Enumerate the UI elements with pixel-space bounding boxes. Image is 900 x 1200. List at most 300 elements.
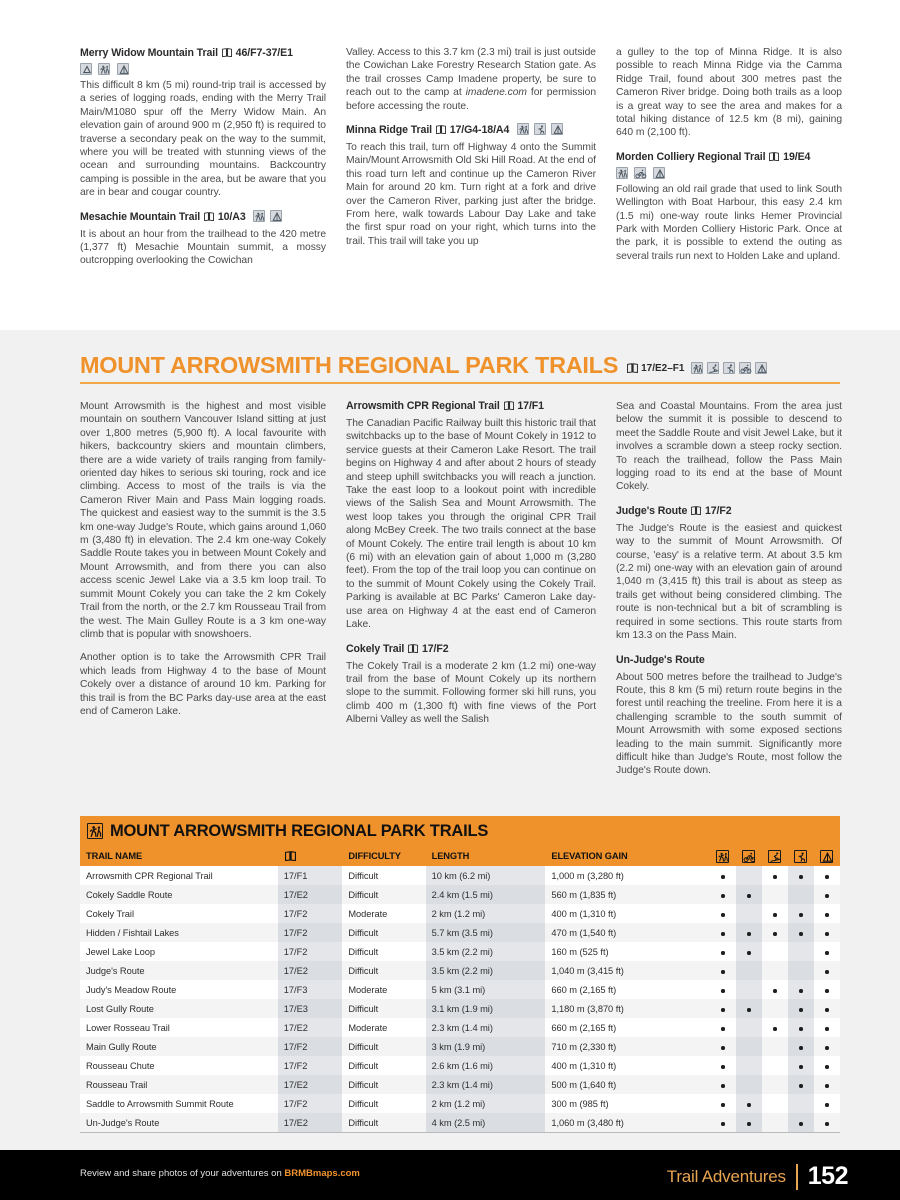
cell-activity-snowshoe bbox=[762, 904, 788, 923]
cell-trail-name: Main Gully Route bbox=[80, 1037, 278, 1056]
cell-map-reference: 17/F2 bbox=[278, 942, 343, 961]
table-body bbox=[80, 866, 840, 1132]
cell-activity-camping bbox=[814, 942, 840, 961]
cell-difficulty: Difficult bbox=[342, 923, 425, 942]
hiking-icon bbox=[616, 167, 628, 179]
trail-description: It is about an hour from the trailhead to the 420 metre (1,377 ft) Mesachie Mountain summit, a mossy outcropping overlooking the Cowichan bbox=[80, 228, 326, 267]
table-title: MOUNT ARROWSMITH REGIONAL PARK TRAILS bbox=[110, 822, 489, 840]
cell-activity-hiking bbox=[710, 999, 736, 1018]
cell-activity-running bbox=[788, 980, 814, 999]
activity-dot bbox=[799, 1084, 803, 1088]
cell-trail-name: Jewel Lake Loop bbox=[80, 942, 278, 961]
top-article-columns bbox=[80, 46, 840, 268]
camping-icon bbox=[551, 123, 563, 135]
footer-divider bbox=[796, 1164, 798, 1190]
cell-difficulty: Difficult bbox=[342, 1113, 425, 1132]
trail-heading-mesachie bbox=[80, 210, 326, 225]
cell-activity-camping bbox=[814, 866, 840, 885]
activity-dot bbox=[825, 932, 829, 936]
table-row bbox=[80, 885, 840, 904]
cell-elevation-gain: 710 m (2,330 ft) bbox=[545, 1037, 709, 1056]
cell-activity-biking bbox=[736, 1018, 762, 1037]
activity-dot bbox=[747, 1008, 751, 1012]
map-book-icon bbox=[769, 152, 779, 161]
cell-activity-hiking bbox=[710, 923, 736, 942]
table-row bbox=[80, 904, 840, 923]
cell-activity-running bbox=[788, 1056, 814, 1075]
cell-length: 2 km (1.2 mi) bbox=[426, 1094, 546, 1113]
camping-icon bbox=[820, 850, 833, 863]
cell-map-reference: 17/E2 bbox=[278, 1018, 343, 1037]
cell-difficulty: Moderate bbox=[342, 904, 425, 923]
activity-dot bbox=[721, 1065, 725, 1069]
cell-activity-running bbox=[788, 866, 814, 885]
trail-heading-text: Mesachie Mountain Trail bbox=[80, 210, 201, 223]
section-map-reference: 17/E2–F1 bbox=[641, 362, 685, 374]
cell-activity-running bbox=[788, 1018, 814, 1037]
cell-activity-biking bbox=[736, 999, 762, 1018]
cell-length: 3.1 km (1.9 mi) bbox=[426, 999, 546, 1018]
footer-link[interactable]: BRMBmaps.com bbox=[284, 1168, 360, 1179]
main-column-2 bbox=[346, 400, 596, 778]
table-row bbox=[80, 1018, 840, 1037]
activity-dot bbox=[721, 970, 725, 974]
trail-heading-text: Arrowsmith CPR Regional Trail bbox=[346, 400, 500, 412]
cell-map-reference: 17/E2 bbox=[278, 885, 343, 904]
header-icon-snowshoe bbox=[762, 846, 788, 866]
trail-heading-minna-ridge bbox=[346, 123, 596, 138]
cell-map-reference: 17/E2 bbox=[278, 1075, 343, 1094]
activity-dot bbox=[721, 1103, 725, 1107]
cell-activity-running bbox=[788, 904, 814, 923]
cell-trail-name: Judy's Meadow Route bbox=[80, 980, 278, 999]
cell-map-reference: 17/E2 bbox=[278, 1113, 343, 1132]
header-elevation-gain: ELEVATION GAIN bbox=[545, 846, 709, 866]
activity-dot bbox=[773, 913, 777, 917]
activity-dot bbox=[747, 932, 751, 936]
cell-map-reference: 17/F2 bbox=[278, 923, 343, 942]
header-icon-running bbox=[788, 846, 814, 866]
cell-activity-camping bbox=[814, 1113, 840, 1132]
summit-icon bbox=[80, 63, 92, 75]
activity-dot bbox=[825, 913, 829, 917]
cell-activity-camping bbox=[814, 885, 840, 904]
cell-activity-snowshoe bbox=[762, 999, 788, 1018]
trail-heading-arrowsmith-cpr bbox=[346, 399, 596, 414]
cell-trail-name: Lower Rosseau Trail bbox=[80, 1018, 278, 1037]
cell-activity-biking bbox=[736, 961, 762, 980]
cell-elevation-gain: 1,040 m (3,415 ft) bbox=[545, 961, 709, 980]
cell-map-reference: 17/F3 bbox=[278, 980, 343, 999]
trail-heading-morden-colliery bbox=[616, 150, 842, 165]
trail-description: To reach this trail, turn off Highway 4 onto the Summit Main/Mount Arrowsmith Old Ski Hill Road. At the end of this road turn left and continue up the Cameron River Main for around 20 km. Turn right at a fork and drive over the Cameron River, parking just after the bridge. From here, walk towards Labour Day Lake and take the first spur road on your right, which turns into the trail. This trail will take you up bbox=[346, 142, 596, 247]
main-article-columns bbox=[80, 400, 840, 778]
activity-dot bbox=[799, 1065, 803, 1069]
cell-trail-name: Rousseau Chute bbox=[80, 1056, 278, 1075]
footer-note-text: Review and share photos of your adventures on bbox=[80, 1168, 285, 1179]
activity-dot bbox=[721, 1084, 725, 1088]
continuation-paragraph: Sea and Coastal Mountains. From the area just below the summit it is possible to descend to meet the Saddle Route and visit Jewel Lake, but it involves a scramble down a steep rocky section. To reach the trailhead, follow the Pass Main logging road to its end at the base of Mount Cokely. bbox=[616, 401, 842, 493]
map-book-icon bbox=[408, 644, 418, 653]
map-book-icon bbox=[222, 48, 232, 57]
cell-map-reference: 17/E2 bbox=[278, 961, 343, 980]
page-number: 152 bbox=[807, 1162, 848, 1190]
activity-dot bbox=[721, 913, 725, 917]
biking-icon bbox=[742, 850, 755, 863]
table-row bbox=[80, 1113, 840, 1132]
trail-heading-merry-widow bbox=[80, 46, 326, 61]
cell-trail-name: Un-Judge's Route bbox=[80, 1113, 278, 1132]
activity-dot bbox=[799, 1122, 803, 1126]
table-row bbox=[80, 961, 840, 980]
cell-trail-name: Lost Gully Route bbox=[80, 999, 278, 1018]
cell-activity-running bbox=[788, 1113, 814, 1132]
cell-activity-camping bbox=[814, 1037, 840, 1056]
snowshoe-icon bbox=[768, 850, 781, 863]
cell-activity-running bbox=[788, 1075, 814, 1094]
main-column-3 bbox=[616, 400, 842, 778]
top-column-1 bbox=[80, 46, 326, 268]
camping-icon bbox=[270, 210, 282, 222]
cell-activity-camping bbox=[814, 923, 840, 942]
activity-dot bbox=[721, 1122, 725, 1126]
activity-icon-row bbox=[80, 62, 326, 76]
header-icon-hiking bbox=[710, 846, 736, 866]
trail-map-reference: 17/F1 bbox=[517, 400, 544, 412]
snowshoe-icon bbox=[707, 362, 719, 374]
cell-activity-hiking bbox=[710, 1018, 736, 1037]
cell-trail-name: Judge's Route bbox=[80, 961, 278, 980]
cell-activity-hiking bbox=[710, 1113, 736, 1132]
camping-icon bbox=[755, 362, 767, 374]
map-book-icon bbox=[504, 401, 514, 410]
cell-activity-hiking bbox=[710, 961, 736, 980]
activity-dot bbox=[721, 1046, 725, 1050]
section-title: MOUNT ARROWSMITH REGIONAL PARK TRAILS bbox=[80, 352, 619, 378]
activity-dot bbox=[825, 1065, 829, 1069]
cell-elevation-gain: 660 m (2,165 ft) bbox=[545, 980, 709, 999]
cell-elevation-gain: 400 m (1,310 ft) bbox=[545, 1056, 709, 1075]
cell-activity-hiking bbox=[710, 866, 736, 885]
footer-note bbox=[80, 1168, 360, 1179]
trail-heading-text: Judge's Route bbox=[616, 504, 688, 517]
table-row bbox=[80, 1056, 840, 1075]
table-header-row bbox=[80, 846, 840, 866]
activity-dot bbox=[721, 1008, 725, 1012]
trail-heading-un-judges-route bbox=[616, 653, 842, 668]
trail-heading-text: Un-Judge's Route bbox=[616, 653, 705, 666]
cell-elevation-gain: 500 m (1,640 ft) bbox=[545, 1075, 709, 1094]
cell-activity-snowshoe bbox=[762, 980, 788, 999]
activity-dot bbox=[825, 1122, 829, 1126]
cell-activity-snowshoe bbox=[762, 1037, 788, 1056]
intro-paragraph-2: Another option is to take the Arrowsmith CPR Trail which leads from Highway 4 to the base of Mount Cokely over a distance of around 10 km. Parking for this trail is from the BC Parks day-use area at the east end of Cameron Lake. bbox=[80, 652, 326, 717]
activity-dot bbox=[721, 989, 725, 993]
cell-map-reference: 17/F2 bbox=[278, 904, 343, 923]
cell-activity-snowshoe bbox=[762, 942, 788, 961]
trail-map-reference: 17/G4-18/A4 bbox=[449, 124, 510, 137]
table-row bbox=[80, 980, 840, 999]
cell-difficulty: Difficult bbox=[342, 1094, 425, 1113]
section-rule bbox=[80, 382, 840, 384]
cell-activity-biking bbox=[736, 885, 762, 904]
cell-activity-camping bbox=[814, 1018, 840, 1037]
cell-activity-hiking bbox=[710, 904, 736, 923]
running-icon bbox=[723, 362, 735, 374]
hiking-icon bbox=[253, 210, 265, 222]
cell-length: 2.3 km (1.4 mi) bbox=[426, 1018, 546, 1037]
top-column-3 bbox=[616, 46, 842, 268]
hiking-icon bbox=[691, 362, 703, 374]
cell-activity-camping bbox=[814, 1056, 840, 1075]
activity-dot bbox=[825, 970, 829, 974]
cell-difficulty: Difficult bbox=[342, 942, 425, 961]
cell-activity-running bbox=[788, 999, 814, 1018]
cell-activity-hiking bbox=[710, 885, 736, 904]
cell-activity-camping bbox=[814, 904, 840, 923]
cell-activity-biking bbox=[736, 1056, 762, 1075]
intro-paragraph-1: Mount Arrowsmith is the highest and most visible mountain on southern Vancouver Island sitting at just over 1,800 metres (5,900 ft). A local favourite with hikers, backcountry skiers and mountain climbers, there are a wide variety of trails ranging from family-oriented day hikes to serious ski touring, rock and ice climbing. Access to most of the trails is via the Cameron River Main and Pass Main logging roads. The quickest and easiest way to the summit is the 3.5 km one-way Judge's Route, which gains around 1,060 m (3,480 ft) in elevation. The 2.4 km one-way Cokely Saddle Route takes you in between Mount Cokely and Mount Arrowsmith, and from there you can also access scenic Jewel Lake via a 3.5 km loop trail. To summit Mount Cokely you can take the 2 km Cokely Trail from the north, or the 2.7 km Rousseau Trail from the west. The Main Gulley Route is a 3 km one-way climb that is popular with snowshoers. bbox=[80, 401, 326, 640]
table-banner bbox=[80, 816, 840, 846]
hiking-icon bbox=[98, 63, 110, 75]
map-book-icon bbox=[436, 125, 446, 134]
activity-dot bbox=[773, 989, 777, 993]
biking-icon bbox=[739, 362, 751, 374]
cell-activity-snowshoe bbox=[762, 923, 788, 942]
cell-map-reference: 17/F1 bbox=[278, 866, 343, 885]
cell-activity-snowshoe bbox=[762, 885, 788, 904]
activity-dot bbox=[825, 1008, 829, 1012]
page-footer bbox=[0, 1150, 900, 1200]
activity-dot bbox=[825, 951, 829, 955]
cell-activity-snowshoe bbox=[762, 961, 788, 980]
header-length: LENGTH bbox=[426, 846, 546, 866]
activity-dot bbox=[799, 875, 803, 879]
cell-difficulty: Difficult bbox=[342, 885, 425, 904]
activity-dot bbox=[721, 1027, 725, 1031]
cell-activity-camping bbox=[814, 1094, 840, 1113]
activity-dot bbox=[799, 1046, 803, 1050]
cell-elevation-gain: 1,060 m (3,480 ft) bbox=[545, 1113, 709, 1132]
trail-description: The Canadian Pacific Railway built this historic trail that switchbacks up to the base of Mount Cokely in 1912 to service guests at their Cameron Lake Resort. The trail begins on Highway 4 and after about 2 hours of steady and steep uphill switchbacks you will reach a junction. Take the east loop to a lookout point with incredible views of the Salish Sea and Mount Arrowsmith. The west loop takes you through the original CPR Trail along McBey Creek. The two trails connect at the base of Mount Cokely. The entire trail length is about 10 km (6 mi) with an elevation gain of about 1,000 m (3,280 feet). From the top of the trail loop you can continue on to the summit of Mount Cokely using the Cokely Trail. Parking is available at BC Parks' Cameron Lake day-use area on Highway 4 at the east end of Cameron Lake. bbox=[346, 418, 596, 631]
trail-map-reference: 19/E4 bbox=[783, 150, 811, 163]
top-column-2 bbox=[346, 46, 596, 268]
table-row bbox=[80, 1075, 840, 1094]
cell-length: 5.7 km (3.5 mi) bbox=[426, 923, 546, 942]
activity-dot bbox=[721, 894, 725, 898]
cell-difficulty: Moderate bbox=[342, 980, 425, 999]
cell-elevation-gain: 1,000 m (3,280 ft) bbox=[545, 866, 709, 885]
cell-activity-camping bbox=[814, 999, 840, 1018]
table-row bbox=[80, 923, 840, 942]
cell-difficulty: Difficult bbox=[342, 999, 425, 1018]
cell-activity-biking bbox=[736, 1075, 762, 1094]
header-trail-name: TRAIL NAME bbox=[80, 846, 278, 866]
cell-activity-biking bbox=[736, 904, 762, 923]
cell-difficulty: Difficult bbox=[342, 1056, 425, 1075]
trail-description: The Judge's Route is the easiest and quickest way to the summit of Mount Arrowsmith. Of course, 'easy' is a relative term. At about 3.5 km (2.2 mi) one-way with an elevation gain of around 1,040 m (3,415 ft) this trail is about as steep as trails get without being considered climbing. The route is non-technical but a bit of scrambling is required in some sections. This route starts from km 13.3 on the Pass Main. bbox=[616, 522, 842, 642]
cell-elevation-gain: 300 m (985 ft) bbox=[545, 1094, 709, 1113]
activity-dot bbox=[799, 1027, 803, 1031]
activity-dot bbox=[825, 1103, 829, 1107]
cell-elevation-gain: 660 m (2,165 ft) bbox=[545, 1018, 709, 1037]
cell-activity-running bbox=[788, 961, 814, 980]
cell-map-reference: 17/E3 bbox=[278, 999, 343, 1018]
trail-heading-text: Merry Widow Mountain Trail bbox=[80, 47, 218, 59]
activity-dot bbox=[825, 875, 829, 879]
activity-dot bbox=[747, 894, 751, 898]
cell-activity-snowshoe bbox=[762, 1018, 788, 1037]
cell-difficulty: Moderate bbox=[342, 1018, 425, 1037]
cell-activity-snowshoe bbox=[762, 1113, 788, 1132]
trail-description: About 500 metres before the trailhead to Judge's Route, this 8 km (5 mi) return route begins in the forest until reaching the treeline. From here it is a challenging scramble to the south summit of Mount Arrowsmith with some exposed sections leading to the main summit. Significantly more difficult hike than Judge's Route, most follow the Judge's Route down. bbox=[616, 671, 842, 777]
trail-description: Following an old rail grade that used to link South Wellington with Boat Harbour, this easy 2.4 km (1.5 mi) one-way route links Hemer Provincial Park with Morden Colliery Historic Park. Once at the park, it is possible to extend the outing as several trails run next to Holden Lake and upland. bbox=[616, 183, 842, 262]
activity-dot bbox=[799, 1008, 803, 1012]
activity-dot bbox=[773, 932, 777, 936]
cell-activity-snowshoe bbox=[762, 1056, 788, 1075]
cell-trail-name: Hidden / Fishtail Lakes bbox=[80, 923, 278, 942]
cell-activity-biking bbox=[736, 1037, 762, 1056]
cell-elevation-gain: 1,180 m (3,870 ft) bbox=[545, 999, 709, 1018]
table-row bbox=[80, 999, 840, 1018]
cell-activity-biking bbox=[736, 980, 762, 999]
trail-heading-text: Morden Colliery Regional Trail bbox=[616, 150, 766, 163]
cell-length: 10 km (6.2 mi) bbox=[426, 866, 546, 885]
trail-map-reference: 10/A3 bbox=[217, 210, 246, 223]
header-difficulty: DIFFICULTY bbox=[342, 846, 425, 866]
cell-map-reference: 17/F2 bbox=[278, 1056, 343, 1075]
cell-map-reference: 17/F2 bbox=[278, 1037, 343, 1056]
cell-activity-running bbox=[788, 885, 814, 904]
table-bottom-rule bbox=[80, 1132, 840, 1133]
cell-activity-biking bbox=[736, 1113, 762, 1132]
continuation-paragraph: a gulley to the top of Minna Ridge. It is also possible to reach Minna Ridge via the Camma Ridge Trail, found about 300 metres past the Cameron River bridge. Doing both trails as a loop is a great way to see the area and makes for a total hiking distance of 12.5 km (8 mi), gaining 640 m (2,100 ft). bbox=[616, 47, 842, 139]
trail-heading-judges-route bbox=[616, 504, 842, 519]
cell-length: 2.6 km (1.6 mi) bbox=[426, 1056, 546, 1075]
cell-activity-biking bbox=[736, 866, 762, 885]
cell-activity-camping bbox=[814, 980, 840, 999]
trail-map-reference: 17/F2 bbox=[704, 504, 732, 517]
map-book-icon bbox=[627, 363, 638, 373]
activity-dot bbox=[825, 1027, 829, 1031]
cell-activity-biking bbox=[736, 923, 762, 942]
activity-dot bbox=[825, 989, 829, 993]
cell-map-reference: 17/F2 bbox=[278, 1094, 343, 1113]
cell-trail-name: Saddle to Arrowsmith Summit Route bbox=[80, 1094, 278, 1113]
activity-dot bbox=[747, 1122, 751, 1126]
cell-activity-running bbox=[788, 923, 814, 942]
cell-activity-snowshoe bbox=[762, 1094, 788, 1113]
cell-activity-hiking bbox=[710, 1075, 736, 1094]
activity-icon-row bbox=[616, 166, 842, 180]
cell-length: 3.5 km (2.2 mi) bbox=[426, 961, 546, 980]
cell-elevation-gain: 560 m (1,835 ft) bbox=[545, 885, 709, 904]
cell-trail-name: Rousseau Trail bbox=[80, 1075, 278, 1094]
activity-dot bbox=[721, 875, 725, 879]
trail-summary-table bbox=[80, 816, 840, 1133]
activity-dot bbox=[825, 894, 829, 898]
trail-description: This difficult 8 km (5 mi) round-trip trail is accessed by a series of logging roads, ending with the Merry Trail Main/M1080 spur off the Merry Widow Main. An elevation gain of around 900 m (2,950 ft) is required to traverse a secondary peak on the way to the summit, where you will be treated with stunning views of the ocean and surrounding mountains. Backcountry camping is possible in the area, but be aware that you are in bear and cougar country. bbox=[80, 80, 326, 199]
cell-activity-snowshoe bbox=[762, 1075, 788, 1094]
cell-activity-hiking bbox=[710, 1056, 736, 1075]
table-row bbox=[80, 1094, 840, 1113]
cell-trail-name: Arrowsmith CPR Regional Trail bbox=[80, 866, 278, 885]
cell-elevation-gain: 400 m (1,310 ft) bbox=[545, 904, 709, 923]
continuation-paragraph: Valley. Access to this 3.7 km (2.3 mi) trail is just outside the Cowichan Lake Forestry Research Station gate. As the trail crosses Camp Imadene property, be sure to reach out to the camp at imadene.com for permission before accessing the route. bbox=[346, 47, 597, 112]
footer-book-label: Trail Adventures bbox=[666, 1166, 786, 1186]
table-row bbox=[80, 866, 840, 885]
hiking-icon bbox=[716, 850, 729, 863]
trail-map-reference: 46/F7-37/E1 bbox=[235, 47, 293, 59]
cell-activity-hiking bbox=[710, 942, 736, 961]
cell-difficulty: Difficult bbox=[342, 866, 425, 885]
cell-length: 2.3 km (1.4 mi) bbox=[426, 1075, 546, 1094]
map-book-icon bbox=[204, 212, 214, 221]
header-map-reference bbox=[278, 846, 343, 866]
main-column-1 bbox=[80, 400, 326, 778]
section-header bbox=[80, 352, 840, 384]
table bbox=[80, 846, 840, 1132]
cell-difficulty: Difficult bbox=[342, 961, 425, 980]
cell-activity-hiking bbox=[710, 1094, 736, 1113]
cell-activity-camping bbox=[814, 1075, 840, 1094]
trail-description: The Cokely Trail is a moderate 2 km (1.2 mi) one-way trail from the base of Mount Cokely up its northern slope to the summit. Following former ski hill runs, you climb 400 m (1,300 ft) with fine views of the Port Alberni Valley as well the Salish bbox=[346, 660, 596, 726]
biking-icon bbox=[634, 167, 646, 179]
cell-length: 5 km (3.1 mi) bbox=[426, 980, 546, 999]
activity-dot bbox=[773, 1027, 777, 1031]
running-icon bbox=[534, 123, 546, 135]
activity-dot bbox=[799, 913, 803, 917]
camping-icon bbox=[653, 167, 665, 179]
cell-activity-snowshoe bbox=[762, 866, 788, 885]
map-book-icon bbox=[285, 851, 295, 860]
cell-trail-name: Cokely Trail bbox=[80, 904, 278, 923]
trail-heading-cokely-trail bbox=[346, 642, 596, 657]
cell-activity-biking bbox=[736, 942, 762, 961]
hiking-icon bbox=[517, 123, 529, 135]
cell-elevation-gain: 470 m (1,540 ft) bbox=[545, 923, 709, 942]
activity-dot bbox=[773, 875, 777, 879]
activity-dot bbox=[721, 951, 725, 955]
trail-heading-text: Cokely Trail bbox=[346, 642, 405, 655]
cell-length: 2.4 km (1.5 mi) bbox=[426, 885, 546, 904]
cell-activity-hiking bbox=[710, 980, 736, 999]
cell-elevation-gain: 160 m (525 ft) bbox=[545, 942, 709, 961]
activity-dot bbox=[747, 951, 751, 955]
table-row bbox=[80, 942, 840, 961]
cell-activity-hiking bbox=[710, 1037, 736, 1056]
cell-length: 4 km (2.5 mi) bbox=[426, 1113, 546, 1132]
cell-length: 3.5 km (2.2 mi) bbox=[426, 942, 546, 961]
cell-length: 2 km (1.2 mi) bbox=[426, 904, 546, 923]
map-book-icon bbox=[691, 506, 701, 515]
cell-difficulty: Difficult bbox=[342, 1037, 425, 1056]
activity-dot bbox=[799, 932, 803, 936]
trail-map-reference: 17/F2 bbox=[421, 642, 449, 655]
cell-trail-name: Cokely Saddle Route bbox=[80, 885, 278, 904]
activity-dot bbox=[747, 1103, 751, 1107]
cell-length: 3 km (1.9 mi) bbox=[426, 1037, 546, 1056]
activity-dot bbox=[825, 1046, 829, 1050]
camping-icon bbox=[117, 63, 129, 75]
table-row bbox=[80, 1037, 840, 1056]
activity-dot bbox=[799, 989, 803, 993]
footer-page-marker bbox=[667, 1162, 848, 1191]
cell-activity-running bbox=[788, 1037, 814, 1056]
header-icon-camping bbox=[814, 846, 840, 866]
cell-activity-biking bbox=[736, 1094, 762, 1113]
activity-dot bbox=[721, 932, 725, 936]
